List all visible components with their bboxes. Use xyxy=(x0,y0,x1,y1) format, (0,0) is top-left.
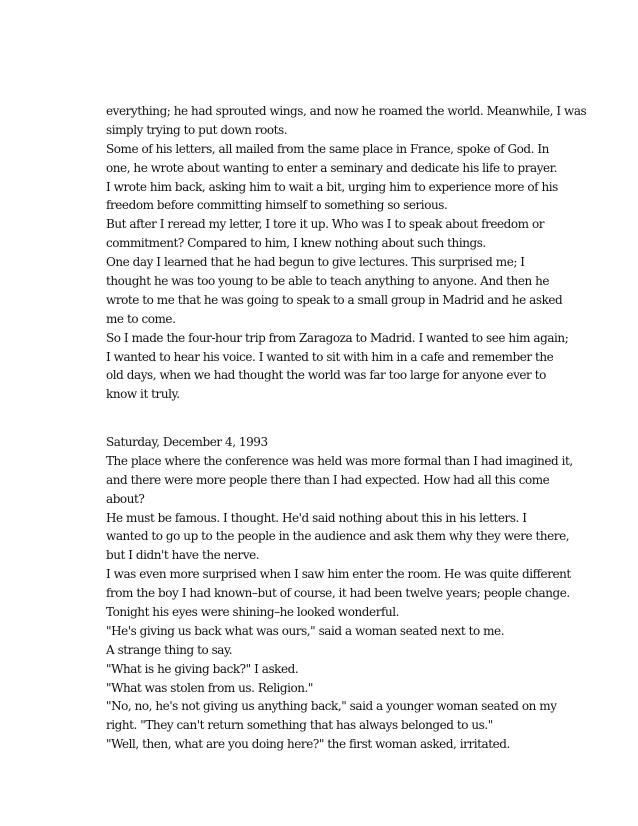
text-line: old days, when we had thought the world was far too large for anyone ever to xyxy=(106,368,546,383)
text-line: and there were more people there than I had expected. How had all this come xyxy=(106,472,550,487)
text-line: I wrote him back, asking him to wait a bit, urging him to experience more of his xyxy=(106,179,558,194)
text-line: "What was stolen from us. Religion." xyxy=(106,680,313,695)
text-line: me to come. xyxy=(106,311,176,326)
text-block-letters xyxy=(106,102,596,404)
text-line: Some of his letters, all mailed from the same place in France, spoke of God. In xyxy=(106,141,549,156)
diary-date-heading: Saturday, December 4, 1993 xyxy=(106,435,268,449)
text-line: commitment? Compared to him, I knew nothing about such things. xyxy=(106,236,486,251)
text-line: One day I learned that he had begun to give lectures. This surprised me; I xyxy=(106,255,525,270)
text-line: but I didn't have the nerve. xyxy=(106,548,260,563)
text-line: from the boy I had known–but of course, it had been twelve years; people change. xyxy=(106,586,570,601)
text-line: "He's giving us back what was ours," said a woman seated next to me. xyxy=(106,623,505,638)
text-line: wrote to me that he was going to speak to a small group in Madrid and he asked xyxy=(106,292,563,307)
text-line: know it truly. xyxy=(106,387,180,402)
text-line: So I made the four-hour trip from Zaragoza to Madrid. I wanted to see him again; xyxy=(106,330,569,345)
text-line: one, he wrote about wanting to enter a seminary and dedicate his life to prayer. xyxy=(106,160,558,175)
text-line: He must be famous. I thought. He'd said nothing about this in his letters. I xyxy=(106,510,527,525)
text-line: freedom before committing himself to something so serious. xyxy=(106,198,448,213)
text-line: wanted to go up to the people in the audience and ask them why they were there, xyxy=(106,529,570,544)
text-line: "Well, then, what are you doing here?" the first woman asked, irritated. xyxy=(106,737,510,752)
text-line: simply trying to put down roots. xyxy=(106,122,288,137)
text-line: A strange thing to say. xyxy=(106,642,233,657)
text-line: "No, no, he's not giving us anything back," said a younger woman seated on my xyxy=(106,699,557,714)
text-line: I wanted to hear his voice. I wanted to sit with him in a cafe and remember the xyxy=(106,349,554,364)
text-line: everything; he had sprouted wings, and now he roamed the world. Meanwhile, I was xyxy=(106,104,587,118)
text-line: right. "They can't return something that has always belonged to us." xyxy=(106,718,493,733)
text-line: Tonight his eyes were shining–he looked wonderful. xyxy=(106,605,399,620)
text-line: The place where the conference was held was more formal than I had imagined it, xyxy=(106,453,573,468)
text-line: about? xyxy=(106,491,145,506)
text-line: But after I reread my letter, I tore it up. Who was I to speak about freedom or xyxy=(106,217,545,232)
text-line: thought he was too young to be able to teach anything to anyone. And then he xyxy=(106,274,550,289)
text-line: I was even more surprised when I saw him enter the room. He was quite different xyxy=(106,567,571,582)
text-block-diary-entry xyxy=(106,433,596,754)
text-line: "What is he giving back?" I asked. xyxy=(106,661,299,676)
